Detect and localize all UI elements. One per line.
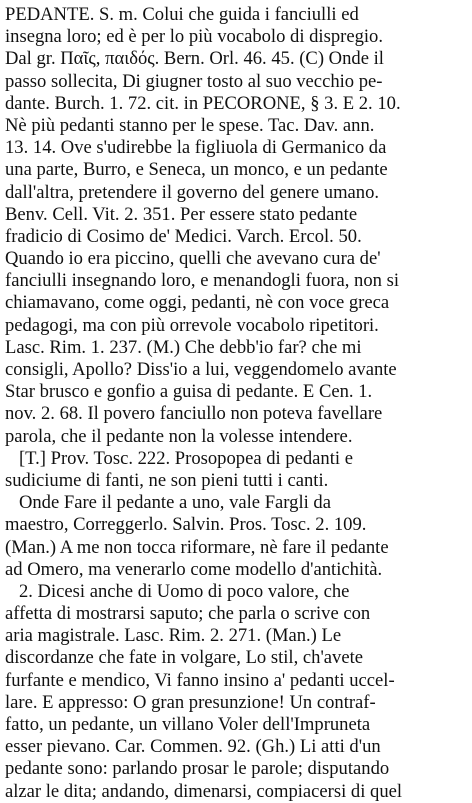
entry-line: consigli, Apollo? Diss'io a lui, veggendomelo avante (5, 359, 397, 380)
entry-line: Benv. Cell. Vit. 2. 351. Per essere stato pedante (5, 203, 358, 225)
entry-line: fradicio di Cosimo de' Medici. Varch. Ercol. 50. (5, 225, 362, 247)
entry-line: maestro, Correggerlo. Salvin. Pros. Tosc. 2. 109. (5, 514, 367, 536)
entry-line: chiamavano, come oggi, pedanti, nè con voce greca (5, 292, 390, 314)
entry-line: nov. 2. 68. Il povero fanciullo non poteva favellare (5, 403, 383, 425)
entry-line: esser pievano. Car. Commen. 92. (Gh.) Li atti d'un (5, 736, 381, 758)
entry-line: insegna loro; ed è per lo più vocabolo di dispregio. (5, 26, 383, 48)
entry-line: fanciulli insegnando loro, e menandogli fuora, non si (5, 270, 399, 292)
entry-line: Onde Fare il pedante a uno, vale Fargli da (5, 492, 331, 514)
entry-line: discordanze che fate in volgare, Lo stil, ch'avete (5, 647, 364, 669)
entry-line: sudiciume di fanti, ne son pieni tutti i canti. (5, 469, 329, 491)
entry-line: Dal gr. Παῖς, παιδός. Bern. Orl. 46. 45. (C) Onde il (5, 48, 384, 70)
entry-line: Star brusco e gonfio a guisa di pedante. E Cen. 1. (5, 381, 373, 403)
entry-line: ad Omero, ma venerarlo come modello d'antichità. (5, 558, 383, 580)
entry-line: Nè più pedanti stanno per le spese. Tac. Dav. ann. (5, 114, 375, 136)
entry-line: [T.] Prov. Tosc. 222. Prosopopea di pedanti e (5, 447, 353, 469)
entry-line: lare. E appresso: O gran presunzione! Un contraf- (5, 691, 376, 713)
entry-line: 13. 14. Ove s'udirebbe la figliuola di Germanico da (5, 137, 387, 159)
entry-line: passo sollecita, Di giugner tosto al suo vecchio pe- (5, 70, 383, 92)
entry-line: Quando io era piccino, quelli che avevano cura de' (5, 248, 381, 270)
entry-line: pedante sono: parlando prosar le parole; disputando (5, 758, 390, 780)
entry-line: Lasc. Rim. 1. 237. (M.) Che debb'io far? che mi (5, 336, 362, 358)
entry-line: dall'altra, pretendere il governo del genere umano. (5, 181, 380, 203)
dictionary-entry-pedante (5, 4, 467, 803)
entry-line: furfante e mendico, Vi fanno insino a' pedanti uccel- (5, 669, 395, 691)
entry-line: affetta di mostrarsi saputo; che parla o scrive con (5, 603, 371, 625)
entry-line: PEDANTE. S. m. Colui che guida i fanciulli ed (5, 4, 359, 25)
entry-line: una parte, Burro, e Seneca, un monco, e un pedante (5, 159, 388, 181)
entry-line: parola, che il pedante non la volesse intendere. (5, 425, 353, 447)
entry-line: aria magistrale. Lasc. Rim. 2. 271. (Man.) Le (5, 625, 342, 647)
entry-line: (Man.) A me non tocca riformare, nè fare il pedante (5, 536, 389, 558)
entry-line: alzar le dita; andando, dimenarsi, compiacersi di quel (5, 780, 403, 802)
entry-line: dante. Burch. 1. 72. cit. in PECORONE, § 3. E 2. 10. (5, 92, 401, 114)
entry-line: fatto, un pedante, un villano Voler dell'Impruneta (5, 714, 371, 735)
entry-line: pedagogi, ma con più orrevole vocabolo ripetitori. (5, 314, 379, 336)
entry-line: 2. Dicesi anche di Uomo di poco valore, che (5, 580, 350, 602)
